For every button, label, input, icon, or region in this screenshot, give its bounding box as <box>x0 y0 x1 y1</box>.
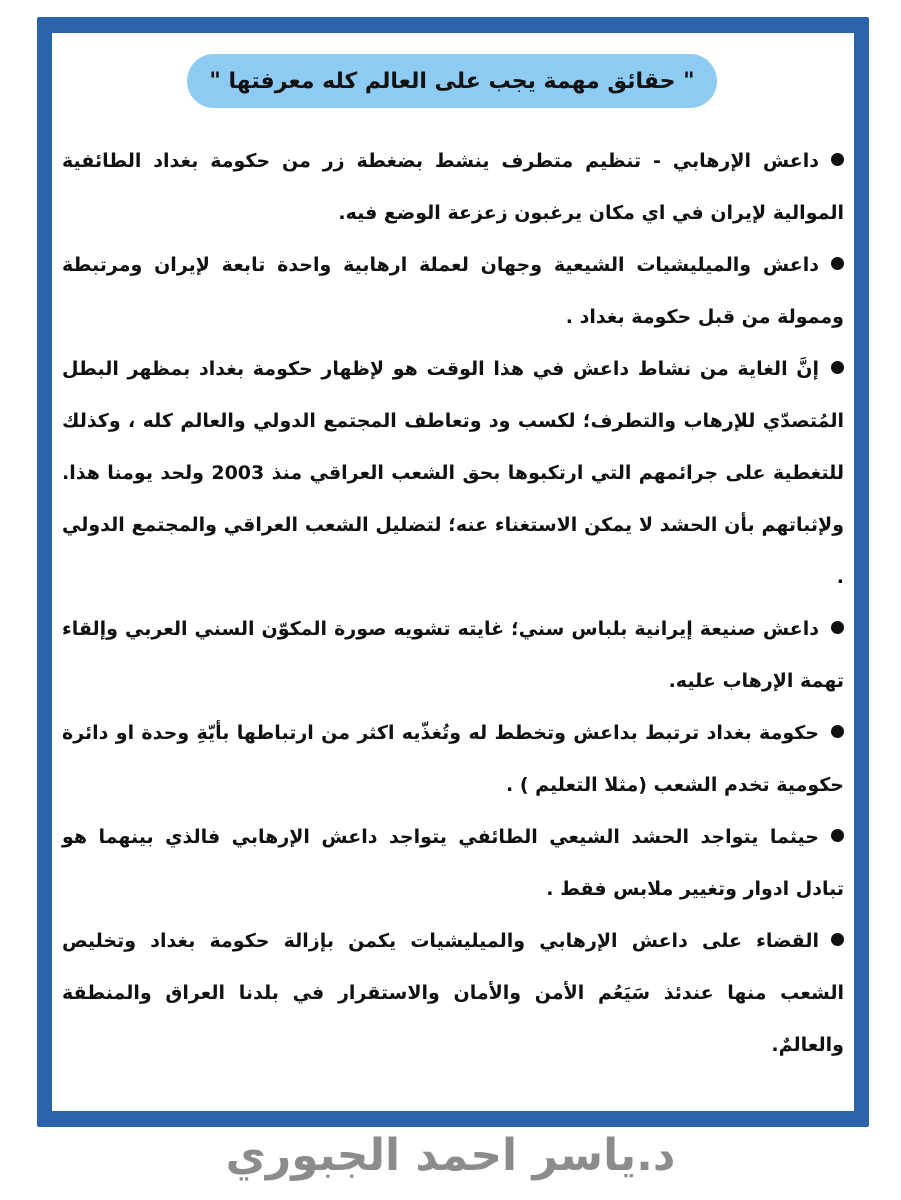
list-item-text: داعش والميليشيات الشيعية وجهان لعملة ارهابية واحدة تابعة لإيران ومرتبطة وممولة من قبل حكومة بغداد . <box>62 254 844 328</box>
bullet-icon <box>831 257 844 270</box>
bullet-icon <box>831 933 844 946</box>
list-item-text: حيثما يتواجد الحشد الشيعي الطائفي يتواجد داعش الإرهابي فالذي بينهما هو تبادل ادوار وتغيير ملابس فقط . <box>62 826 844 900</box>
bullet-icon <box>831 153 844 166</box>
list-item <box>62 135 844 239</box>
title-banner <box>187 54 717 108</box>
content-panel <box>52 33 854 1111</box>
bullet-icon <box>831 621 844 634</box>
page-title: " حقائق مهمة يجب على العالم كله معرفتها " <box>209 68 695 94</box>
list-item-text: داعش صنيعة إيرانية بلباس سني؛ غايته تشويه صورة المكوّن السني العربي وإلقاء تهمة الإرهاب عليه. <box>62 618 844 692</box>
bullet-icon <box>831 829 844 842</box>
author-signature: د.ياسر احمد الجبوري <box>225 1130 676 1181</box>
list-item <box>62 239 844 343</box>
bullet-icon <box>831 361 844 374</box>
bullet-icon <box>831 725 844 738</box>
list-item <box>62 707 844 811</box>
list-item-text: إنَّ الغاية من نشاط داعش في هذا الوقت هو لإظهار حكومة بغداد بمظهر البطل المُتصدّي للإرهاب والتطرف؛ لكسب ود وتعاطف المجتمع الدولي والعالم كله ، وكذلك للتغطية على جرائمهم التي ارتكبوها بحق الشعب العراقي منذ 2003 ولحد يومنا هذا. ولإثباتهم بأن الحشد لا يمكن الاستغناء عنه؛ لتضليل الشعب العراقي والمجتمع الدولي . <box>62 358 844 588</box>
list-item <box>62 343 844 603</box>
list-item <box>62 811 844 915</box>
page-frame <box>37 17 869 1127</box>
list-item <box>62 603 844 707</box>
list-item-text: داعش الإرهابي - تنظيم متطرف ينشط بضغطة زر من حكومة بغداد الطائفية الموالية لإيران في اي مكان يرغبون زعزعة الوضع فيه. <box>62 150 844 224</box>
list-item-text: حكومة بغداد ترتبط بداعش وتخطط له وتُغذّيه اكثر من ارتباطها بأيّةِ وحدة او دائرة حكومية تخدم الشعب (مثلا التعليم ) . <box>62 722 844 796</box>
facts-list <box>62 135 844 1071</box>
list-item-text: القضاء على داعش الإرهابي والميليشيات يكمن بإزالة حكومة بغداد وتخليص الشعب منها عندئذ سَيَعُم الأمن والأمان والاستقرار في بلدنا العراق والمنطقة والعالمٌ. <box>62 930 844 1056</box>
list-item <box>62 915 844 1071</box>
